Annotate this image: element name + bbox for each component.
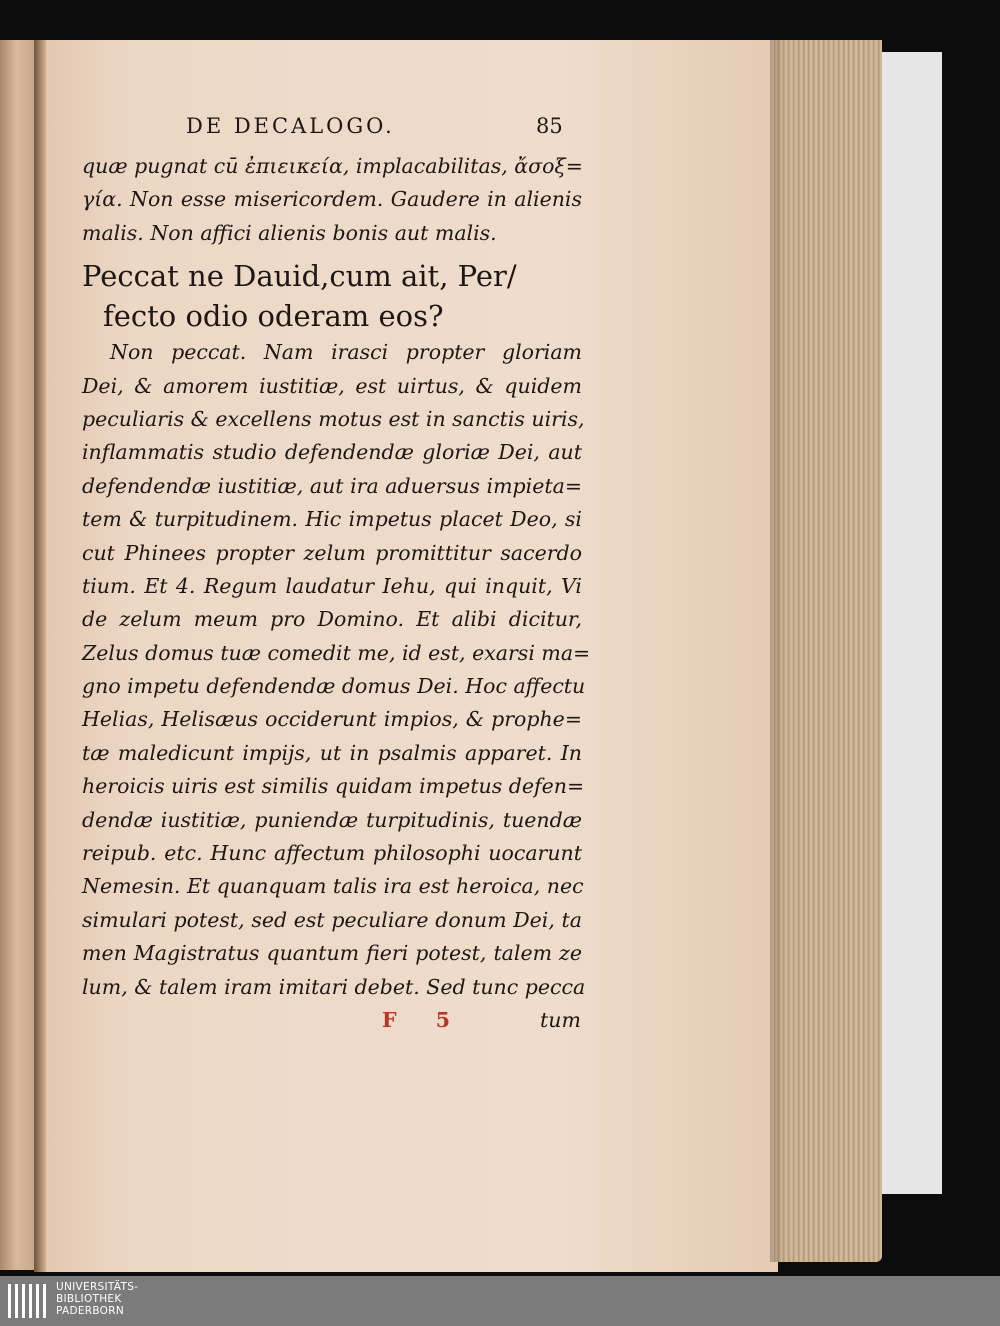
text-line: inflammatis studio defendendæ gloriæ Dei, aut	[82, 440, 582, 465]
text-line: malis. Non affici alienis bonis aut malis.	[82, 220, 497, 245]
library-logo-text	[56, 1281, 138, 1317]
running-head	[82, 114, 582, 150]
text-line: men Magistratus quantum fieri potest, talem ze	[82, 941, 582, 966]
page-block-edges	[774, 40, 882, 1262]
text-line: gno impetu defendendæ domus Dei. Hoc affectu	[82, 674, 586, 699]
text-line: γία. Non esse misericordem. Gaudere in alienis	[82, 187, 582, 212]
page-text	[82, 114, 591, 1037]
heading-line: Peccat ne Dauid,cum ait, Per/	[82, 259, 517, 294]
text-line: Zelus domus tuæ comedit me, id est, exarsi ma=	[82, 640, 591, 665]
text-line: tium. Et 4. Regum laudatur Iehu, qui inquit, Vi	[82, 573, 582, 598]
text-line: cut Phinees propter zelum promittitur sacerdo	[82, 540, 582, 565]
text-line: defendendæ iustitiæ, aut ira aduersus impieta=	[82, 473, 582, 498]
text-line: quæ pugnat cū ἐπιεικεία, implacabilitas, ἄσοξ=	[82, 154, 583, 178]
text-line: tæ maledicunt impijs, ut in psalmis apparet. In	[82, 740, 582, 765]
page-footer-line	[82, 1004, 582, 1037]
text-line: Helias, Helisæus occiderunt impios, & prophe=	[82, 707, 582, 732]
page-number: 85	[536, 114, 563, 138]
text-line: reipub. etc. Hunc affectum philosophi uocarunt	[82, 841, 582, 866]
library-logo-icon	[8, 1284, 50, 1318]
text-line: Nemesin. Et quanquam talis ira est heroica, nec	[82, 874, 584, 899]
text-line: peculiaris & excellens motus est in sanctis uiris,	[82, 406, 585, 431]
text-line: Non peccat. Nam irasci propter gloriam	[110, 340, 582, 365]
page-edge-shadow	[770, 40, 784, 1262]
left-page-edge	[0, 40, 36, 1270]
signature-mark: F 5	[382, 1007, 466, 1032]
text-line: Dei, & amorem iustitiæ, est uirtus, & quidem	[82, 373, 582, 398]
text-line: tem & turpitudinem. Hic impetus placet Deo, si	[82, 507, 582, 532]
logo-line: UNIVERSITÄTS-	[56, 1281, 139, 1293]
heading-line: fecto odio oderam eos?	[103, 299, 444, 334]
text-line: de zelum meum pro Domino. Et alibi dicitur,	[82, 607, 582, 632]
catchword: tum	[540, 1007, 581, 1032]
text-line: heroicis uiris est similis quidam impetus defen=	[82, 774, 585, 799]
logo-line: BIBLIOTHEK	[56, 1293, 122, 1305]
section-heading	[82, 256, 582, 336]
running-head-title: DE DECALOGO.	[186, 114, 395, 138]
text-line: dendæ iustitiæ, puniendæ turpitudinis, tuendæ	[82, 807, 582, 832]
text-line: lum, & talem iram imitari debet. Sed tunc pecca	[82, 974, 586, 999]
text-line: simulari potest, sed est peculiare donum Dei, ta	[82, 907, 582, 932]
logo-line: PADERBORN	[56, 1305, 124, 1317]
library-footer-bar	[0, 1276, 1000, 1326]
